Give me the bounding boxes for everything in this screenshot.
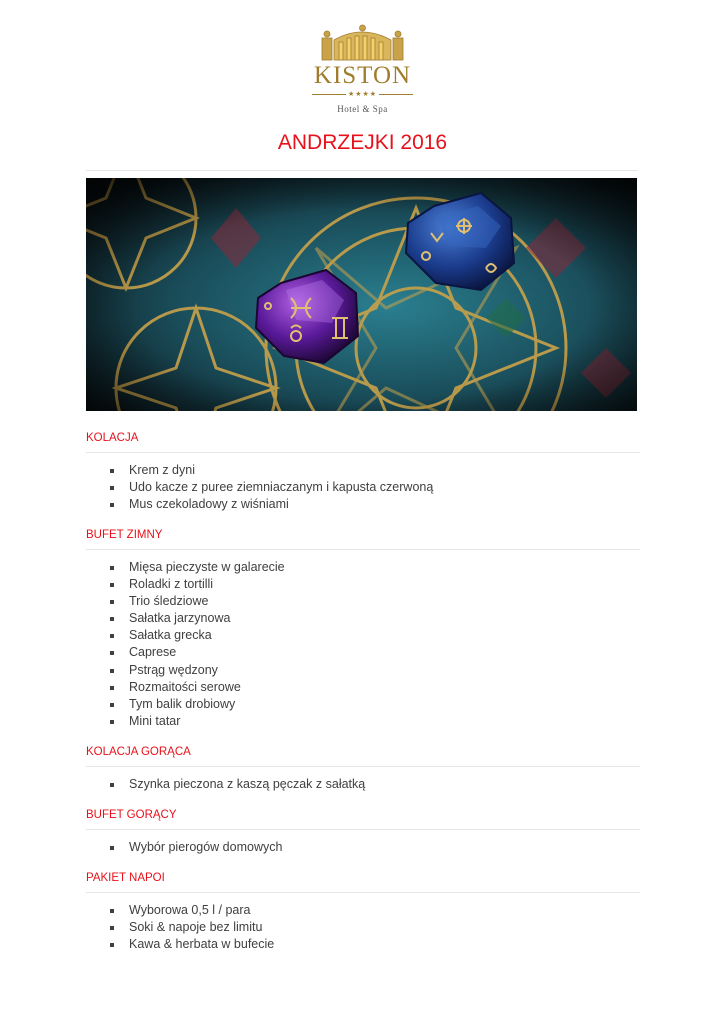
square-bullet-icon: [110, 583, 114, 587]
menu-item-label: Soki & napoje bez limitu: [129, 920, 263, 935]
menu-item: [86, 936, 640, 953]
menu-item-list: [86, 902, 640, 953]
menu-item: [86, 679, 640, 696]
square-bullet-icon: [110, 669, 114, 673]
menu-item: [86, 576, 640, 593]
square-bullet-icon: [110, 600, 114, 604]
menu-item: [86, 627, 640, 644]
section-heading: KOLACJA: [86, 432, 139, 444]
square-bullet-icon: [110, 909, 114, 913]
logo-stars: ★★★★: [347, 91, 378, 98]
menu-item-label: Kawa & herbata w bufecie: [129, 937, 275, 952]
menu-item: [86, 662, 640, 679]
menu-item-label: Caprese: [129, 645, 177, 660]
menu-section: [86, 527, 640, 730]
menu-item: [86, 593, 640, 610]
square-bullet-icon: [110, 617, 114, 621]
section-heading: BUFET ZIMNY: [86, 529, 163, 541]
menu-item-label: Sałatka jarzynowa: [129, 611, 231, 626]
menu-item-list: [86, 776, 640, 793]
section-heading: PAKIET NAPOI: [86, 872, 165, 884]
section-divider: [86, 452, 640, 453]
menu-item-label: Tym balik drobiowy: [129, 696, 236, 711]
section-heading: KOLACJA GORĄCA: [86, 746, 191, 758]
logo-name: KISTON: [313, 62, 412, 89]
menu-item-label: Rozmaitości serowe: [129, 679, 241, 694]
hero-image: [86, 178, 637, 411]
menu-item-label: Udo kacze z puree ziemniaczanym i kapusta czerwoną: [129, 480, 434, 495]
menu-section: [86, 870, 640, 953]
section-divider: [86, 892, 640, 893]
menu-item-label: Trio śledziowe: [129, 594, 209, 609]
menu-item: [86, 559, 640, 576]
menu-item-label: Pstrąg wędzony: [129, 662, 218, 677]
menu-item: [86, 713, 640, 730]
menu-item: [86, 644, 640, 661]
menu-item: [86, 919, 640, 936]
zodiac-dice-illustration: [86, 178, 637, 411]
square-bullet-icon: [110, 703, 114, 707]
menu-item-label: Wybór pierogów domowych: [129, 840, 283, 854]
menu-item: [86, 839, 640, 856]
section-heading: BUFET GORĄCY: [86, 809, 177, 821]
menu-item-list: [86, 839, 640, 856]
menu-item: [86, 479, 640, 496]
menu-item-label: Mięsa pieczyste w galarecie: [129, 560, 285, 574]
square-bullet-icon: [110, 846, 114, 850]
menu-item: [86, 610, 640, 627]
menu-item: [86, 776, 640, 793]
square-bullet-icon: [110, 469, 114, 473]
logo-divider-right: [379, 94, 413, 95]
menu-item: [86, 496, 640, 513]
square-bullet-icon: [110, 503, 114, 507]
menu-item-label: Sałatka grecka: [129, 628, 212, 643]
square-bullet-icon: [110, 651, 114, 655]
square-bullet-icon: [110, 486, 114, 490]
menu-item-list: [86, 462, 640, 513]
menu-item: [86, 462, 640, 479]
menu-section: [86, 807, 640, 856]
menu-section: [86, 430, 640, 513]
square-bullet-icon: [110, 943, 114, 947]
menu-item-label: Krem z dyni: [129, 463, 195, 477]
menu-item-label: Wyborowa 0,5 l / para: [129, 903, 251, 917]
menu-section: [86, 744, 640, 793]
menu-item-label: Szynka pieczona z kaszą pęczak z sałatką: [129, 777, 366, 791]
square-bullet-icon: [110, 634, 114, 638]
logo-subtitle: Hotel & Spa: [337, 104, 388, 114]
page-title: ANDRZEJKI 2016: [277, 131, 448, 154]
menu-item-label: Roladki z tortilli: [129, 577, 214, 592]
palace-gate-icon: [300, 24, 425, 64]
menu-item: [86, 902, 640, 919]
square-bullet-icon: [110, 566, 114, 570]
hotel-logo: [300, 24, 425, 120]
square-bullet-icon: [110, 686, 114, 690]
square-bullet-icon: [110, 926, 114, 930]
section-divider: [86, 829, 640, 830]
section-divider: [86, 766, 640, 767]
title-divider: [86, 170, 638, 171]
square-bullet-icon: [110, 720, 114, 724]
menu-item-list: [86, 559, 640, 730]
menu-item-label: Mus czekoladowy z wiśniami: [129, 497, 289, 512]
menu-item: [86, 696, 640, 713]
square-bullet-icon: [110, 783, 114, 787]
menu-item-label: Mini tatar: [129, 713, 181, 728]
section-divider: [86, 549, 640, 550]
